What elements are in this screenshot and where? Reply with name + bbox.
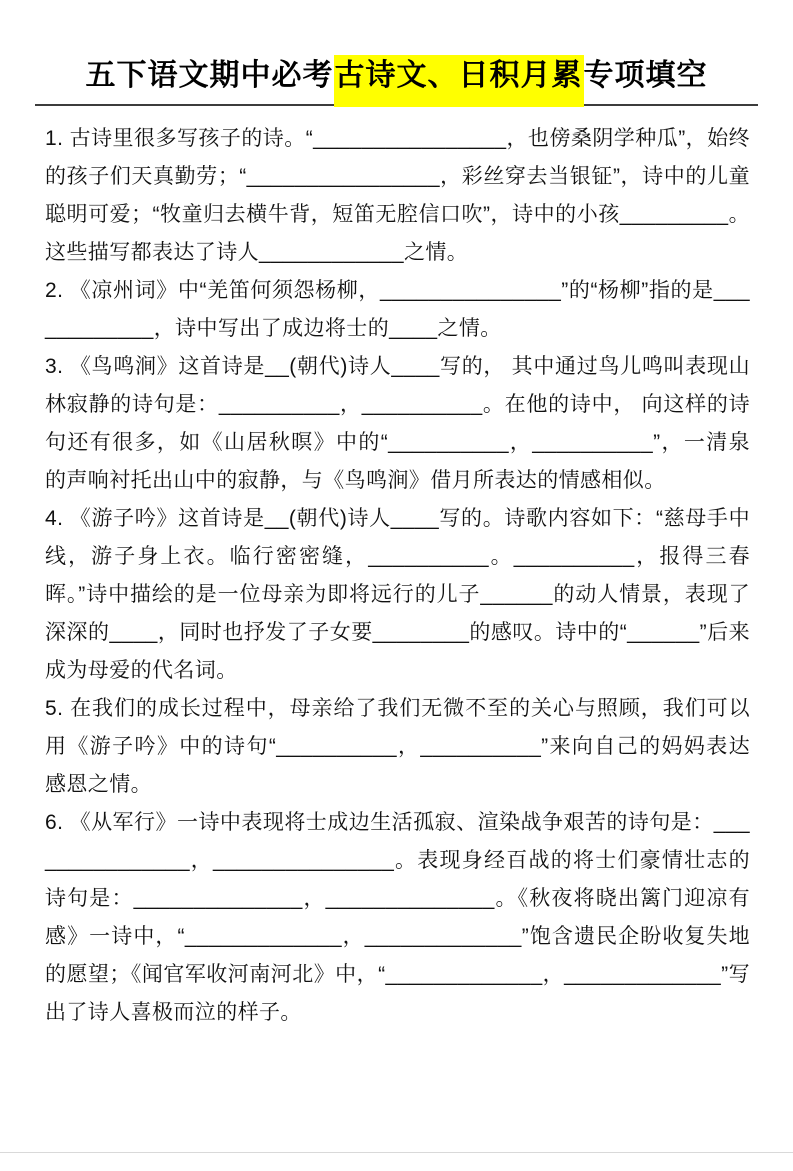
page-bottom-divider	[0, 1152, 793, 1153]
title-suffix: 专项填空	[583, 59, 708, 92]
question-5: 5. 在我们的成长过程中，母亲给了我们无微不至的关心与照顾，我们可以用《游子吟》中的诗句“__________，__________”来向自己的妈妈表达感恩之情。	[45, 697, 750, 796]
question-list	[45, 120, 750, 1032]
title-prefix: 五下语文期中必考	[85, 59, 334, 92]
page-title	[35, 50, 758, 94]
question-4: 4. 《游子吟》这首诗是__(朝代)诗人____写的。诗歌内容如下：“慈母手中线，游子身上衣。临行密密缝，__________。__________，报得三春晖。”诗中描绘的是一位母亲为即将远行的儿子______的动人情景，表现了深深的____，同时也抒发了子女要________的感叹。诗中的“______”后来成为母爱的代名词。	[45, 507, 750, 682]
question-6: 6. 《从军行》一诗中表现将士成边生活孤寂、渲染战争艰苦的诗句是：_______________，_______________。表现身经百战的将士们豪情壮志的诗句是：______________，______________。《秋夜将晓出篱门迎凉有感》一诗中，“_____________，_____________”饱含遗民企盼收复失地的愿望；《闻官军收河南河北》中，“_____________，_____________”写出了诗人喜极而泣的样子。	[45, 811, 750, 1024]
question-3: 3. 《鸟鸣涧》这首诗是__(朝代)诗人____写的， 其中通过鸟儿鸣叫表现山林寂静的诗句是：__________，__________。在他的诗中， 向这样的诗句还有很多，如《山居秋暝》中的“__________，__________”，一清泉的声响衬托出山中的寂静，与《鸟鸣涧》借月所表达的情感相似。	[45, 355, 750, 492]
title-highlight: 古诗文、日积月累	[334, 55, 584, 107]
question-1: 1. 古诗里很多写孩子的诗。“________________，也傍桑阴学种瓜”，始终的孩子们天真勤劳；“________________，彩丝穿去当银钲”，诗中的儿童聪明可爱；“牧童归去横牛背，短笛无腔信口吹”，诗中的小孩_________。这些描写都表达了诗人____________之情。	[45, 127, 750, 264]
question-2: 2. 《凉州词》中“羌笛何须怨杨柳，_______________”的“杨柳”指的是____________，诗中写出了成边将士的____之情。	[45, 279, 750, 340]
title-block	[35, 50, 758, 106]
worksheet-page	[0, 50, 793, 1032]
